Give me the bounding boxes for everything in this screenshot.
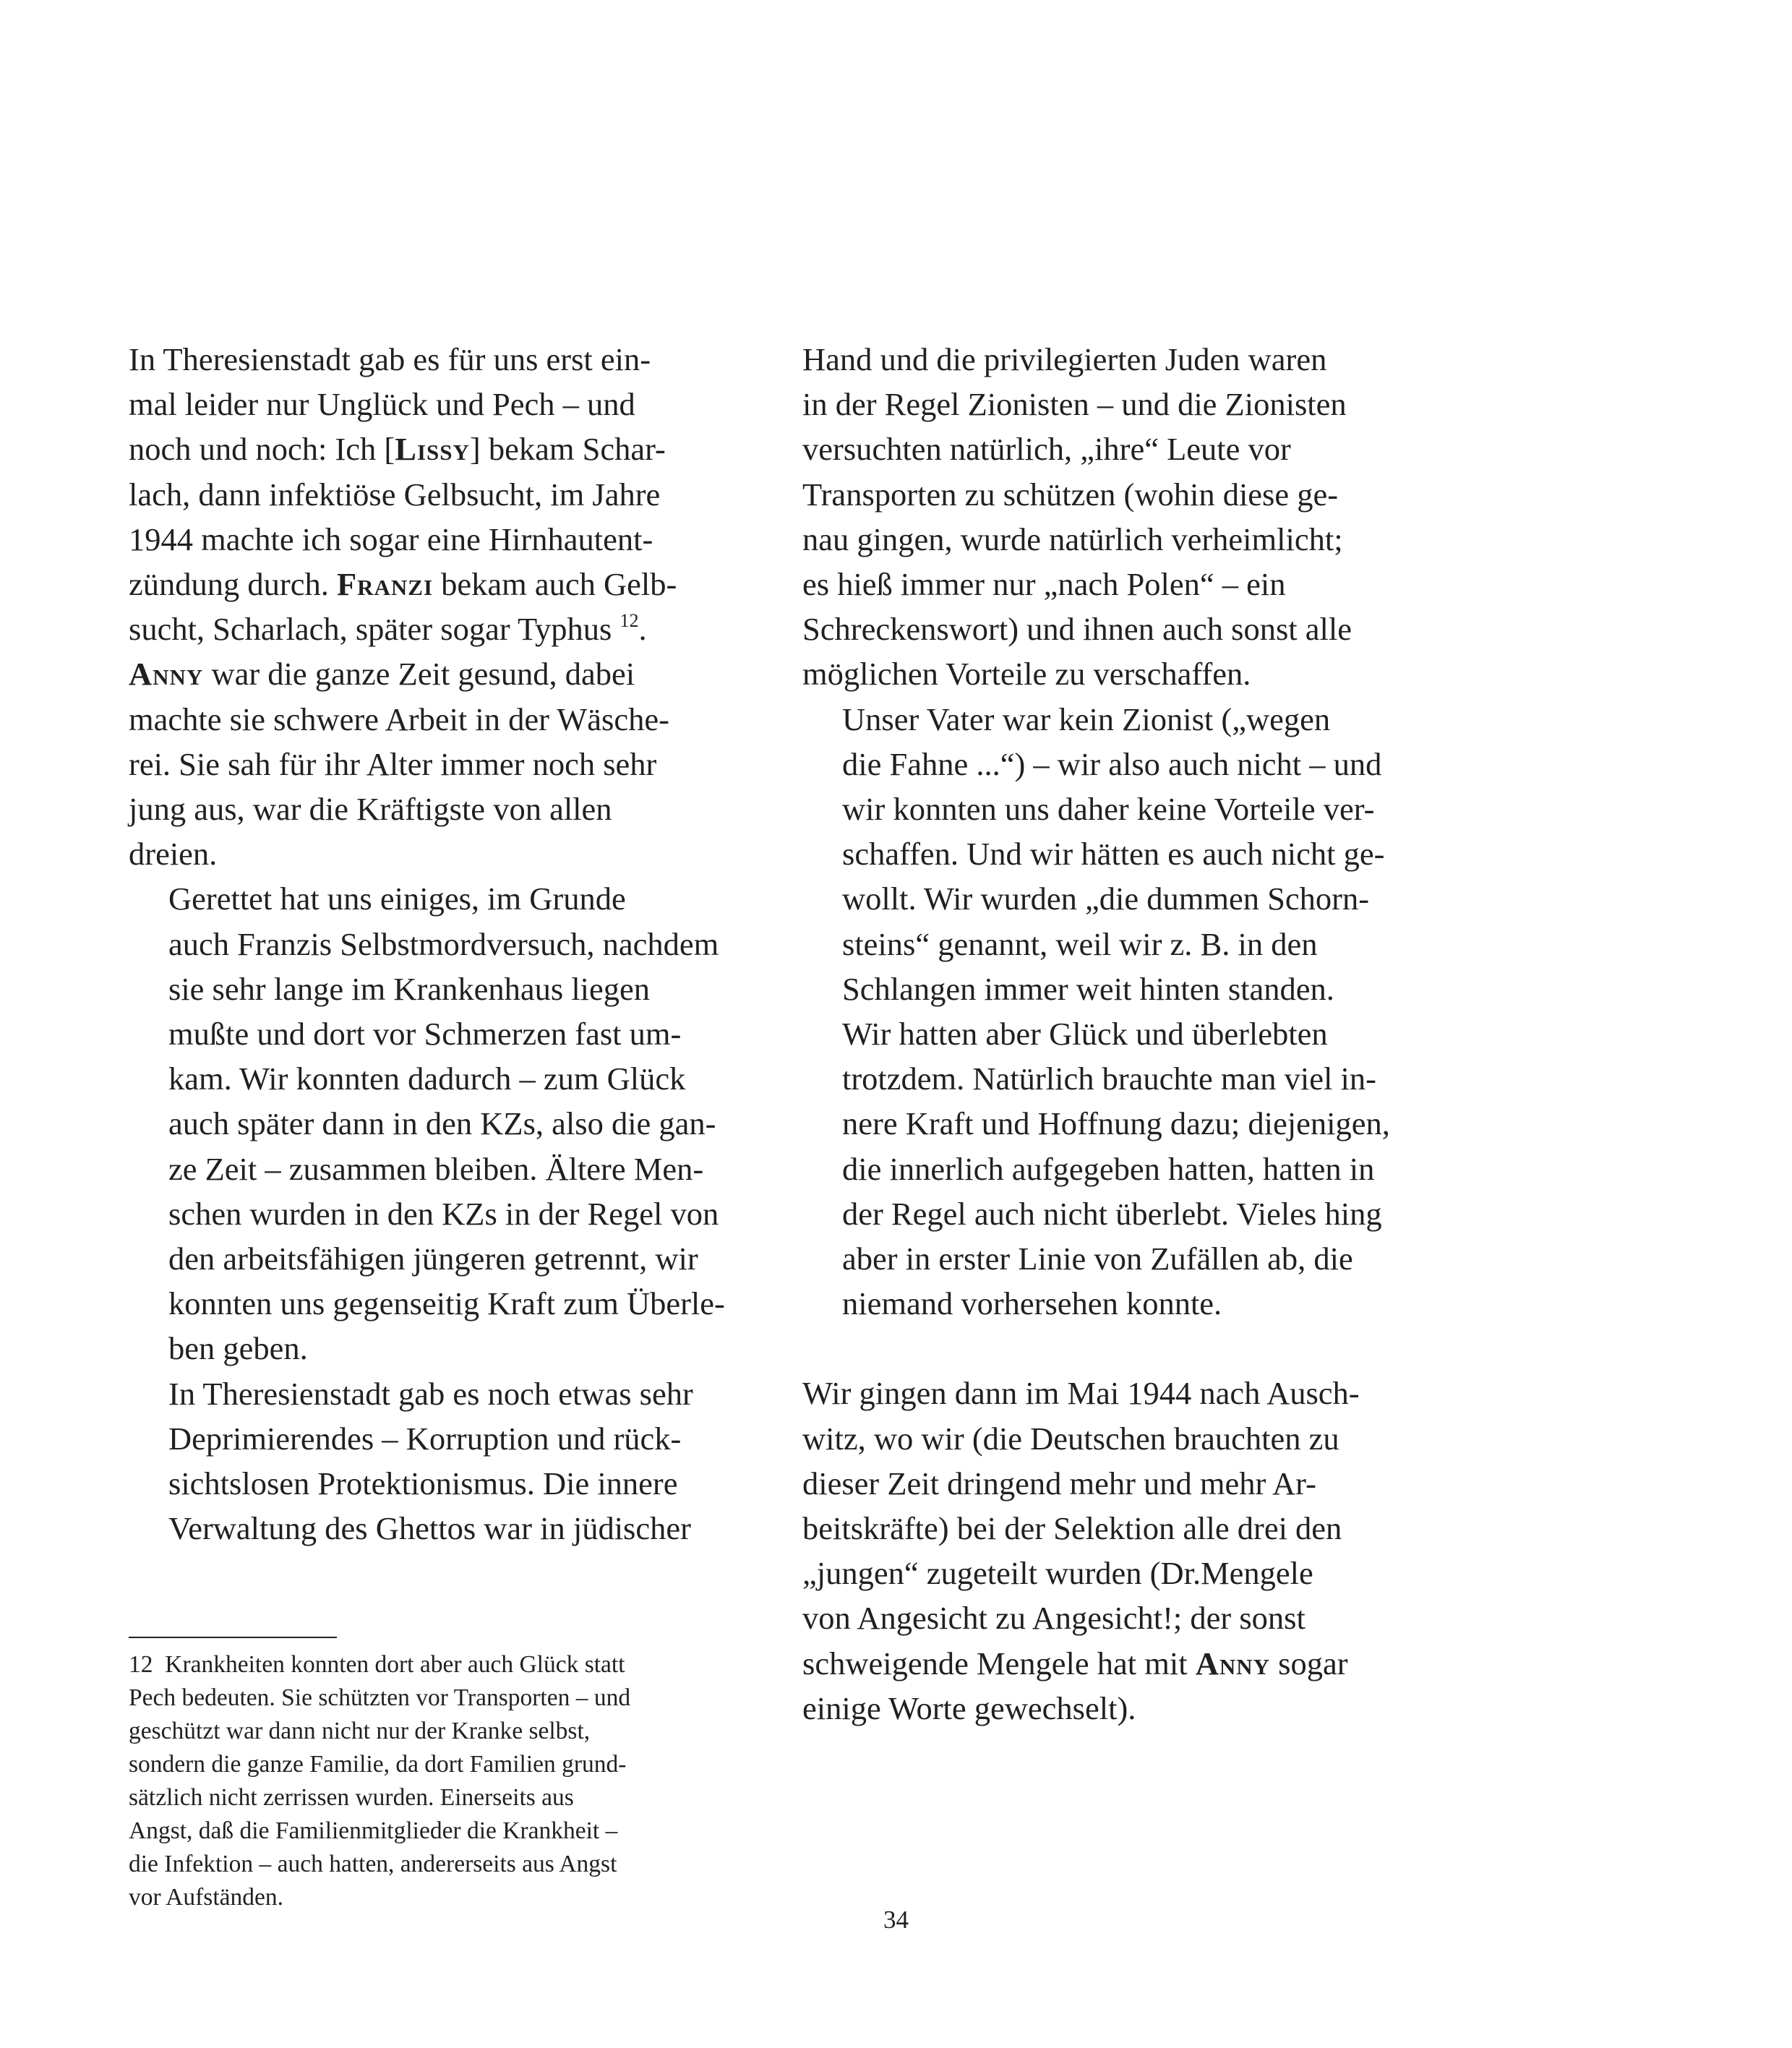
person-name-anny: Anny — [1195, 1645, 1271, 1681]
text-line: sichtslosen Protektionismus. Die innere — [168, 1465, 678, 1502]
text-line: nau gingen, wurde natürlich verheimlicht; — [802, 520, 1343, 557]
text-line: lach, dann infektiöse Gelbsucht, im Jahre — [129, 476, 661, 513]
text-line: die Fahne ...“) – wir also auch nicht – und — [842, 745, 1382, 782]
text-line: auch später dann in den KZs, also die gan- — [168, 1105, 716, 1142]
text-line: Transporten zu schützen (wohin diese ge- — [802, 476, 1339, 513]
footnote-line: Pech bedeuten. Sie schützten vor Transporten – und — [129, 1684, 631, 1711]
footnote-line: geschützt war dann nicht nur der Kranke selbst, — [129, 1718, 591, 1744]
right-column — [802, 337, 1424, 1731]
text-line: Unser Vater war kein Zionist („wegen — [842, 700, 1331, 737]
text-fragment: zündung durch. — [129, 566, 337, 603]
person-name-anny: Anny — [129, 656, 204, 693]
paragraph-6 — [802, 1371, 1424, 1731]
text-line: trotzdem. Natürlich brauchte man viel in- — [842, 1061, 1376, 1097]
text-line: einige Worte gewechselt). — [802, 1689, 1136, 1726]
footnote-line — [129, 1648, 750, 1681]
footnote-number: 12 — [129, 1651, 153, 1678]
text-line: es hieß immer nur „nach Polen“ – ein — [802, 566, 1286, 603]
text-line: rei. Sie sah für ihr Alter immer noch sehr — [129, 745, 657, 782]
text-line — [129, 651, 750, 696]
text-line: jung aus, war die Kräftigste von allen — [129, 791, 612, 828]
text-line: versuchten natürlich, „ihre“ Leute vor — [802, 431, 1291, 468]
text-line: niemand vorhersehen konnte. — [842, 1285, 1222, 1322]
text-line: Hand und die privilegierten Juden waren — [802, 341, 1327, 377]
text-line: die innerlich aufgegeben hatten, hatten in — [842, 1150, 1375, 1187]
footnote-separator — [129, 1637, 337, 1638]
person-name-franzi: Franzi — [336, 566, 434, 603]
text-line: beitskräfte) bei der Selektion alle drei den — [802, 1510, 1342, 1547]
text-line: In Theresienstadt gab es für uns erst ein- — [129, 341, 651, 377]
text-line: mal leider nur Unglück und Pech – und — [129, 386, 635, 423]
text-line: Verwaltung des Ghettos war in jüdischer — [168, 1510, 691, 1547]
text-fragment: sogar — [1270, 1645, 1348, 1681]
text-line: In Theresienstadt gab es noch etwas sehr — [168, 1375, 693, 1412]
text-fragment: schweigende Mengele hat mit — [802, 1645, 1196, 1681]
text-line: der Regel auch nicht überlebt. Vieles hing — [842, 1195, 1382, 1232]
paragraph-5 — [802, 1011, 1424, 1326]
text-fragment: ] bekam Schar- — [469, 431, 666, 468]
paragraph-4 — [802, 697, 1424, 1011]
person-name-lissy: Lissy — [395, 431, 470, 468]
footnote-line: sätzlich nicht zerrissen wurden. Einerseits aus — [129, 1784, 574, 1811]
text-line: konnten uns gegenseitig Kraft zum Überle- — [168, 1285, 725, 1322]
text-fragment: sucht, Scharlach, später sogar Typhus — [129, 611, 620, 648]
text-line: Wir gingen dann im Mai 1944 nach Ausch- — [802, 1375, 1360, 1412]
text-fragment: . — [638, 611, 647, 648]
text-line: dieser Zeit dringend mehr und mehr Ar- — [802, 1465, 1316, 1501]
text-fragment: noch und noch: Ich [ — [129, 431, 395, 468]
paragraph-3 — [129, 1371, 750, 1551]
footnote-reference: 12 — [620, 610, 639, 632]
text-line: ben geben. — [168, 1330, 308, 1367]
paragraph-continued — [802, 337, 1424, 697]
footnote-text: Krankheiten konnten dort aber auch Glück statt — [165, 1651, 625, 1678]
text-line: dreien. — [129, 836, 218, 873]
text-line: kam. Wir konnten dadurch – zum Glück — [168, 1061, 686, 1097]
footnote-line: die Infektion – auch hatten, andererseits aus Angst — [129, 1851, 617, 1877]
text-line: schen wurden in den KZs in der Regel von — [168, 1195, 719, 1232]
text-line: wir konnten uns daher keine Vorteile ver- — [842, 791, 1375, 828]
text-fragment: bekam auch Gelb- — [433, 566, 677, 603]
text-line: Gerettet hat uns einiges, im Grunde — [168, 881, 626, 917]
text-line: mußte und dort vor Schmerzen fast um- — [168, 1016, 682, 1053]
text-line — [129, 562, 750, 607]
text-line: den arbeitsfähigen jüngeren getrennt, wir — [168, 1241, 698, 1277]
text-line — [129, 427, 750, 471]
text-line: sie sehr lange im Krankenhaus liegen — [168, 970, 651, 1007]
footnote-line: vor Aufständen. — [129, 1884, 283, 1911]
left-column — [129, 337, 750, 1551]
text-line — [129, 607, 750, 651]
footnote-line: sondern die ganze Familie, da dort Familien grund- — [129, 1751, 627, 1778]
text-line: steins“ genannt, weil wir z. B. in den — [842, 925, 1318, 962]
paragraph-1 — [129, 337, 750, 876]
text-line: witz, wo wir (die Deutschen brauchten zu — [802, 1420, 1339, 1457]
text-line: in der Regel Zionisten – und die Zionisten — [802, 386, 1347, 423]
text-line: von Angesicht zu Angesicht!; der sonst — [802, 1600, 1306, 1637]
footnote-12 — [129, 1648, 750, 1914]
footnote-line: Angst, daß die Familienmitglieder die Krankheit – — [129, 1817, 618, 1844]
text-line: aber in erster Linie von Zufällen ab, die — [842, 1241, 1353, 1277]
text-line: machte sie schwere Arbeit in der Wäsche- — [129, 700, 669, 737]
text-line: Wir hatten aber Glück und überlebten — [842, 1016, 1328, 1053]
text-line: nere Kraft und Hoffnung dazu; diejenigen, — [842, 1105, 1390, 1142]
text-line: Schlangen immer weit hinten standen. — [842, 970, 1334, 1007]
text-line: Schreckenswort) und ihnen auch sonst alle — [802, 611, 1352, 648]
paragraph-2 — [129, 876, 750, 1371]
text-line — [802, 1641, 1424, 1686]
text-line: schaffen. Und wir hätten es auch nicht ge- — [842, 836, 1385, 873]
text-line: auch Franzis Selbstmordversuch, nachdem — [168, 925, 719, 962]
text-line: möglichen Vorteile zu verschaffen. — [802, 656, 1251, 693]
text-line: 1944 machte ich sogar eine Hirnhautent- — [129, 520, 653, 557]
text-line: „jungen“ zugeteilt wurden (Dr.Mengele — [802, 1555, 1313, 1592]
text-line: Deprimierendes – Korruption und rück- — [168, 1420, 682, 1457]
text-line: wollt. Wir wurden „die dummen Schorn- — [842, 881, 1370, 917]
text-fragment: war die ganze Zeit gesund, dabei — [203, 656, 635, 693]
text-line: ze Zeit – zusammen bleiben. Ältere Men- — [168, 1150, 704, 1187]
page-number: 34 — [883, 1906, 909, 1934]
